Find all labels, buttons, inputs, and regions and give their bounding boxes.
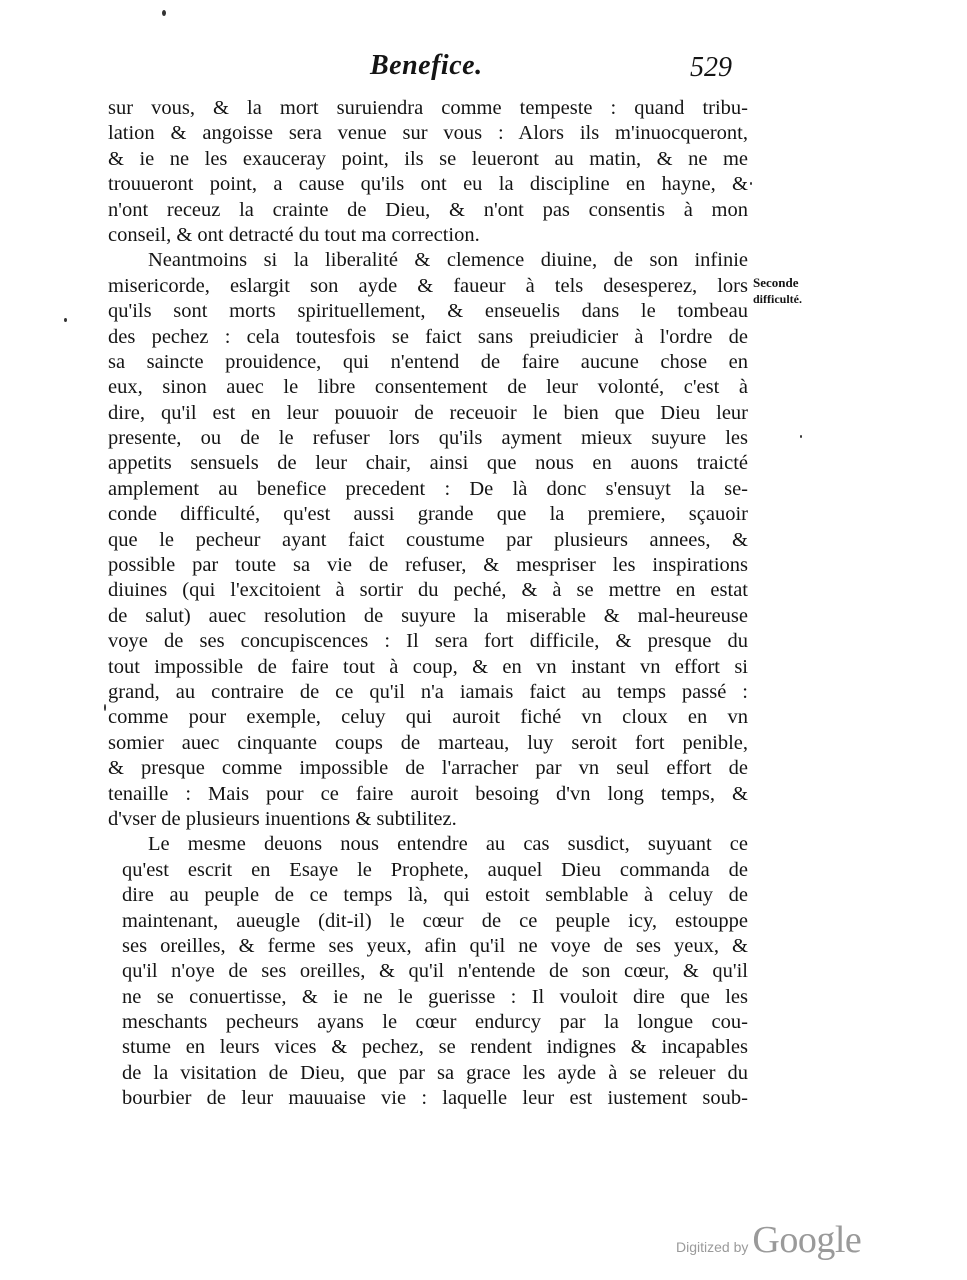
text-line: somier auec cinquante coups de marteau, luy seroit fort penible, bbox=[108, 731, 748, 754]
digitized-watermark bbox=[676, 1218, 861, 1262]
text-line: & presque comme impossible de l'arracher par vn seul effort de bbox=[108, 757, 748, 780]
scan-speck bbox=[64, 318, 67, 322]
text-line: d'vser de plusieurs inuentions & subtilitez. bbox=[108, 807, 457, 830]
scan-speck bbox=[104, 704, 106, 711]
text-line: trouueront point, a cause qu'ils ont eu la discipline en hayne, & bbox=[108, 173, 748, 196]
text-line: diuines (qui l'excitoient à sortir du peché, & à se mettre en estat bbox=[108, 579, 748, 602]
text-line: de la visitation de Dieu, que par sa grace les ayde à se releuer du bbox=[122, 1061, 748, 1084]
text-line: que le pecheur ayant faict coustume par plusieurs annees, & bbox=[108, 528, 748, 551]
page-number: 529 bbox=[690, 52, 732, 83]
text-line: lation & angoisse sera venue sur vous : Alors ils m'inuocqueront, bbox=[108, 122, 748, 145]
text-line: ne se conuertisse, & ie ne le guerisse : Il vouloit dire que les bbox=[122, 985, 748, 1008]
margin-note bbox=[753, 274, 833, 308]
body-text bbox=[108, 96, 748, 1112]
text-line: eux, sinon auec le libre consentement de leur volonté, c'est à bbox=[108, 376, 748, 399]
text-line: qu'est escrit en Esaye le Prophete, auquel Dieu commanda de bbox=[122, 858, 748, 881]
text-line: voye de ses concupiscences : Il sera fort difficile, & presque du bbox=[108, 630, 748, 653]
text-line: ses oreilles, & ferme ses yeux, afin qu'il ne voye de ses yeux, & bbox=[122, 934, 748, 957]
text-line: tout impossible de faire tout à coup, & en vn instant vn effort si bbox=[108, 655, 748, 678]
text-line: misericorde, eslargit son ayde & faueur à tels desesperez, lors bbox=[108, 274, 748, 297]
paragraph-start-line: Neantmoins si la liberalité & clemence diuine, de son infinie bbox=[148, 249, 748, 272]
text-line: qu'il n'oye de ses oreilles, & qu'il n'entende de son cœur, & qu'il bbox=[122, 960, 748, 983]
text-line: sur vous, & la mort suruiendra comme tempeste : quand tribu- bbox=[108, 97, 748, 119]
text-line: grand, au contraire de ce qu'il n'a iamais faict au temps passé : bbox=[108, 680, 748, 703]
text-line: possible par toute sa vie de refuser, & mespriser les inspirations bbox=[108, 554, 748, 577]
page-header bbox=[0, 50, 967, 90]
text-line: des pechez : cela toutesfois se faict sans preiudicier à l'ordre de bbox=[108, 325, 748, 348]
text-line: meschants pecheurs ayans le cœur endurcy par la longue cou- bbox=[122, 1011, 748, 1034]
text-line: bourbier de leur mauuaise vie : laquelle leur est iustement soub- bbox=[122, 1087, 748, 1110]
text-line: conseil, & ont detracté du tout ma correction. bbox=[108, 223, 480, 246]
running-title: Benefice. bbox=[370, 50, 483, 81]
text-line: de salut) auec resolution de suyure la miserable & mal-heureuse bbox=[108, 604, 748, 627]
margin-note-line: difficulté. bbox=[753, 292, 802, 306]
text-line: dire, qu'il est en leur pouuoir de receuoir le bien que Dieu leur bbox=[108, 401, 748, 424]
scan-speck bbox=[162, 10, 166, 16]
text-line: qu'ils sont morts spirituellement, & enseuelis dans le tombeau bbox=[108, 300, 748, 323]
text-line: maintenant, aueugle (dit-il) le cœur de ce peuple icy, estouppe bbox=[122, 909, 748, 932]
text-line: dire au peuple de ce temps là, qui estoit semblable à celuy de bbox=[122, 884, 748, 907]
google-logo: Google bbox=[752, 1219, 862, 1261]
text-line: n'ont receuz la crainte de Dieu, & n'ont pas consentis à mon bbox=[108, 198, 748, 221]
text-line: amplement au benefice precedent : De là donc s'ensuyt la se- bbox=[108, 477, 748, 500]
watermark-prefix: Digitized by bbox=[676, 1239, 749, 1255]
text-line: presente, ou de le refuser lors qu'ils ayment mieux suyure les bbox=[108, 427, 748, 450]
text-line: conde difficulté, qu'est aussi grande que la premiere, sçauoir bbox=[108, 503, 748, 526]
text-line: comme pour exemple, celuy qui auroit fiché vn cloux en vn bbox=[108, 706, 748, 729]
paragraph-start-line: Le mesme deuons nous entendre au cas susdict, suyuant ce bbox=[148, 833, 748, 856]
text-line: sa saincte prouidence, qui n'entend de faire aucune chose en bbox=[108, 350, 748, 373]
scan-speck bbox=[750, 182, 752, 185]
text-line: & ie ne les exauceray point, ils se leueront au matin, & ne me bbox=[108, 147, 748, 170]
scan-speck bbox=[800, 435, 802, 438]
margin-note-line: Seconde bbox=[753, 275, 799, 290]
text-line: tenaille : Mais pour ce faire auroit besoing d'vn long temps, & bbox=[108, 782, 748, 805]
text-line: stume en leurs vices & pechez, se rendent indignes & incapables bbox=[122, 1036, 748, 1059]
text-line: appetits sensuels de leur chair, ainsi que nous en auons traicté bbox=[108, 452, 748, 475]
